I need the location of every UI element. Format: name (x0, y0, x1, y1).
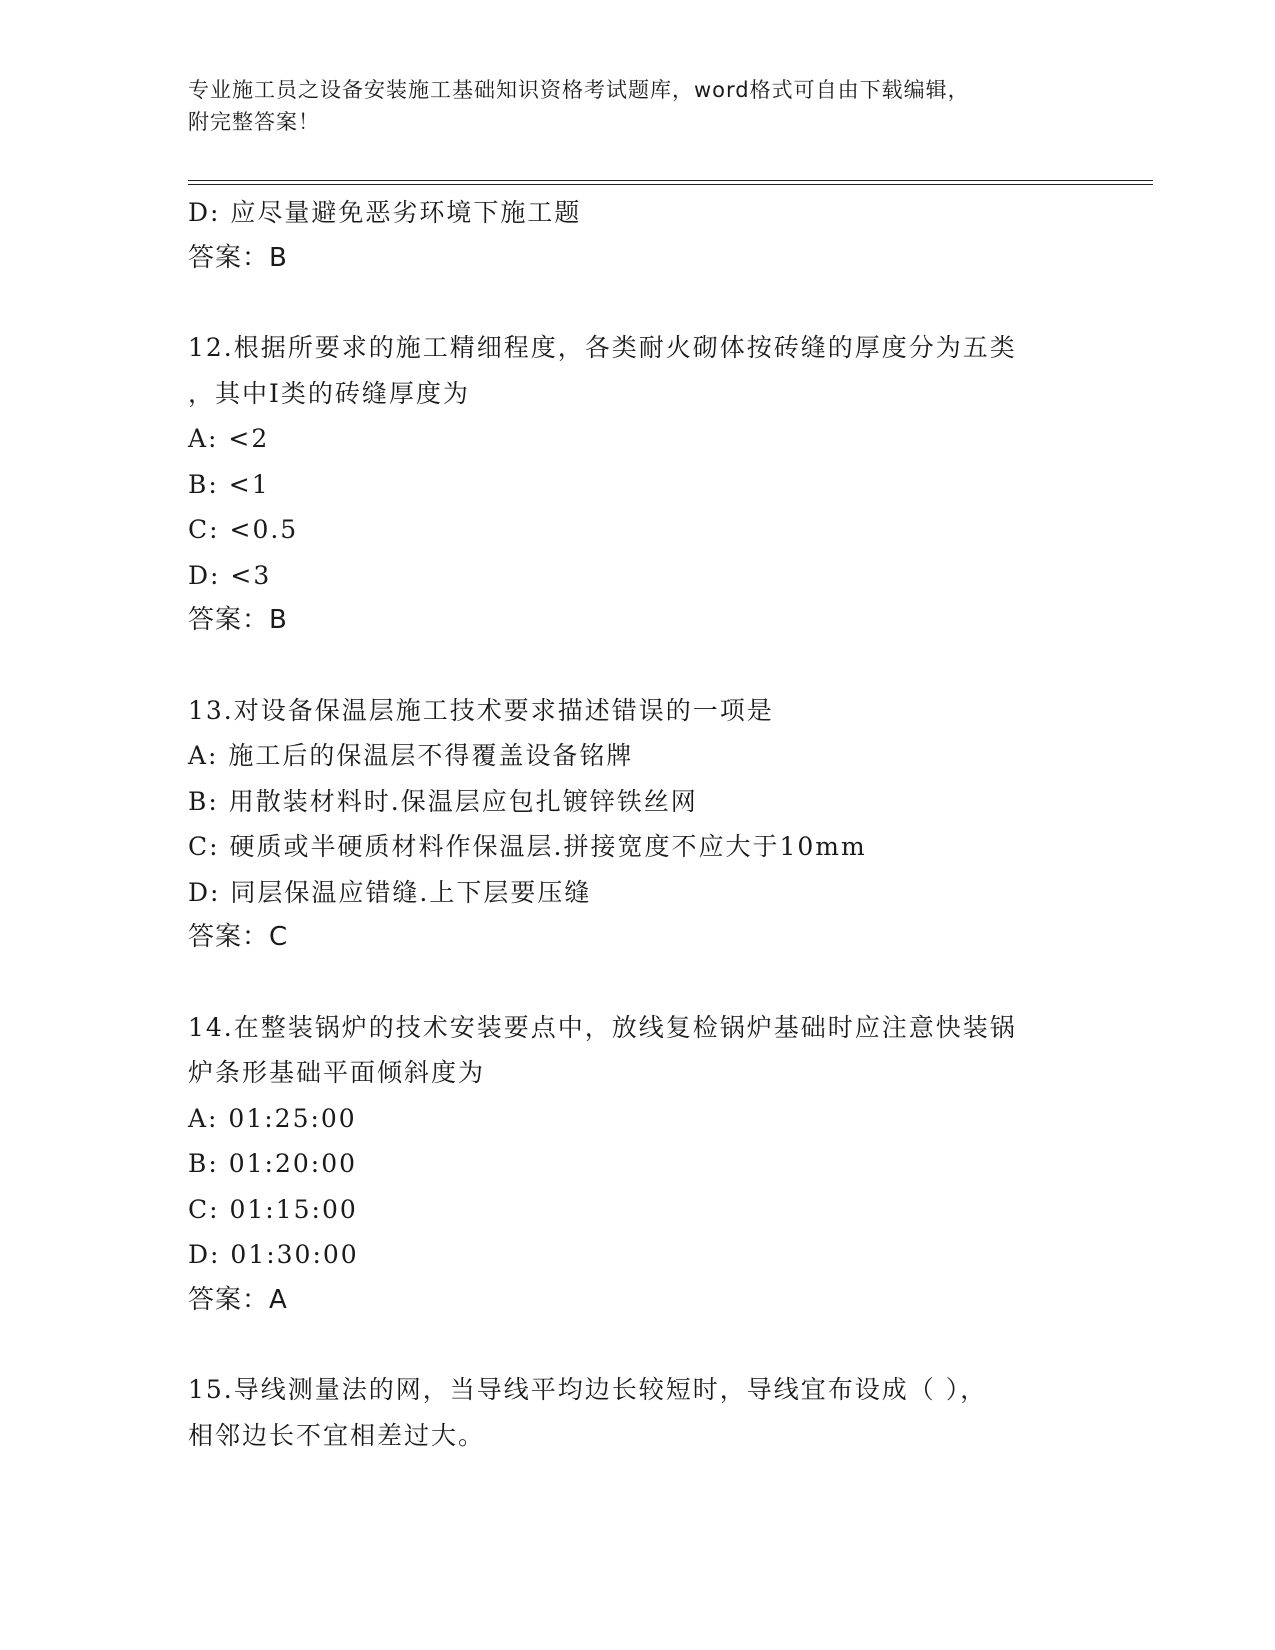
question-stem: 14.在整装锅炉的技术安装要点中，放线复检锅炉基础时应注意快装锅 (188, 1012, 1017, 1042)
question-14 (188, 1005, 1088, 1324)
header-line-1: 专业施工员之设备安装施工基础知识资格考试题库，word格式可自由下载编辑， (188, 78, 970, 102)
question-stem: ，其中Ⅰ类的砖缝厚度为 (188, 378, 470, 408)
option-b: B: 01:20:00 (188, 1149, 358, 1178)
answer-label: 答案：B (188, 605, 288, 635)
spacer (188, 644, 1088, 688)
option-d: D: 01:30:00 (188, 1240, 359, 1269)
option-d: D: <3 (188, 560, 272, 590)
option-c: C: <0.5 (188, 515, 299, 544)
answer-label: 答案：A (188, 1284, 288, 1315)
question-stem: 12.根据所要求的施工精细程度，各类耐火砌体按砖缝的厚度分为五类 (188, 333, 1017, 362)
question-stem: 13.对设备保温层施工技术要求描述错误的一项是 (188, 695, 774, 725)
document-header (188, 74, 1068, 138)
option-c: C: 硬质或半硬质材料作保温层.拼接宽度不应大于10mm (188, 832, 867, 861)
answer-label: 答案：C (188, 922, 289, 952)
header-divider (188, 180, 1153, 185)
option-a: A: 施工后的保温层不得覆盖设备铭牌 (188, 741, 634, 770)
header-line-2: 附完整答案！ (188, 110, 320, 134)
option-d: D: 应尽量避免恶劣环境下施工题 (188, 198, 582, 227)
question-stem: 相邻边长不宜相差过大。 (188, 1420, 486, 1450)
question-content (188, 190, 1088, 1458)
option-b: B: <1 (188, 469, 270, 499)
spacer (188, 961, 1088, 1005)
question-12 (188, 325, 1088, 644)
spacer (188, 1323, 1088, 1367)
option-a: A: <2 (188, 424, 270, 453)
question-stem: 15.导线测量法的网，当导线平均边长较短时，导线宜布设成（ ）， (188, 1375, 988, 1404)
option-a: A: 01:25:00 (188, 1103, 357, 1133)
question-15 (188, 1367, 1088, 1458)
spacer (188, 281, 1088, 325)
option-c: C: 01:15:00 (188, 1194, 358, 1224)
option-d: D: 同层保温应错缝.上下层要压缝 (188, 877, 592, 907)
question-13 (188, 688, 1088, 961)
answer-label: 答案：B (188, 242, 288, 273)
question-stem: 炉条形基础平面倾斜度为 (188, 1058, 486, 1087)
option-b: B: 用散装材料时.保温层应包扎镀锌铁丝网 (188, 786, 698, 816)
